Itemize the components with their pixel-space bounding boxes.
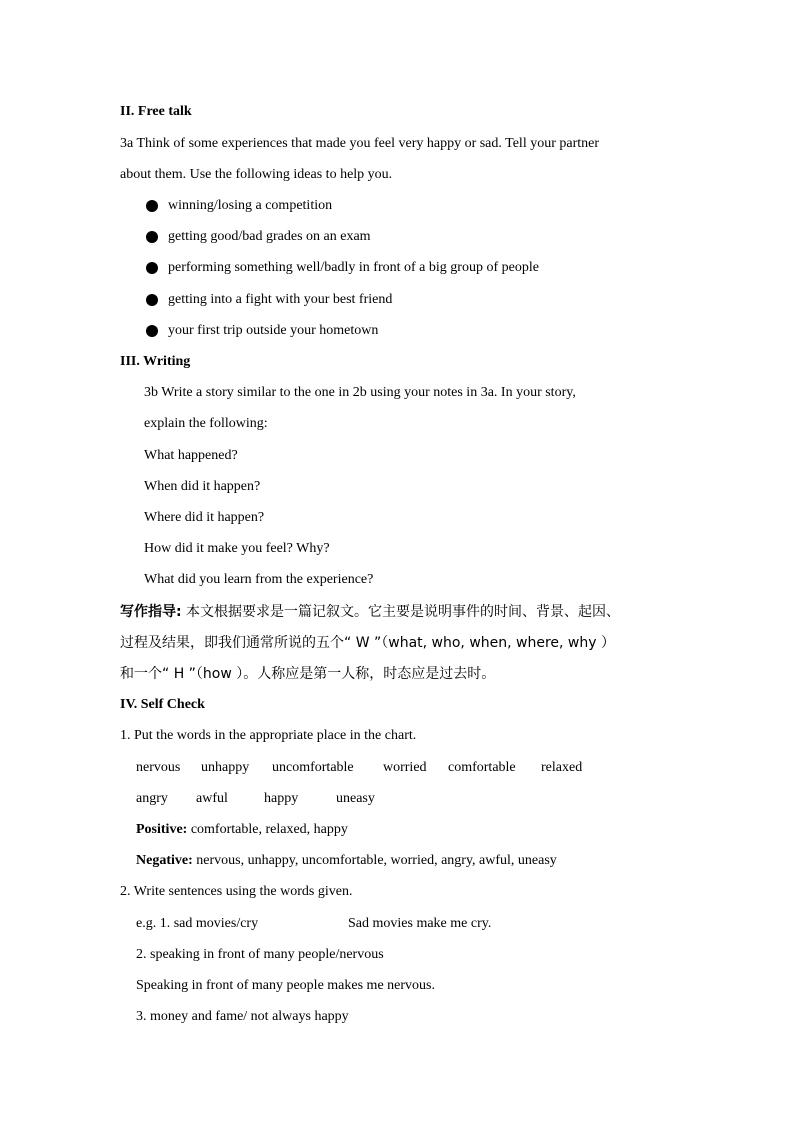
word-item: comfortable (448, 760, 516, 775)
list-item: getting into a fight with your best friend (168, 292, 393, 307)
item2-prompt: 2. speaking in front of many people/nervous (136, 947, 384, 962)
list-item: getting good/bad grades on an exam (168, 229, 371, 244)
example-answer: Sad movies make me cry. (348, 916, 492, 931)
word-item: nervous (136, 760, 181, 775)
negative-row (136, 852, 557, 870)
free-talk-intro-line1: 3a Think of some experiences that made you feel very happy or sad. Tell your partner (120, 136, 600, 151)
word-item: uneasy (336, 791, 375, 806)
self-check-q2: 2. Write sentences using the words given. (120, 884, 353, 899)
writing-task-line2: explain the following: (144, 416, 268, 431)
positive-row (136, 821, 348, 839)
bullet-dot-icon (146, 294, 158, 306)
example-prompt: e.g. 1. sad movies/cry (136, 916, 259, 931)
negative-words: nervous, unhappy, uncomfortable, worried, angry, awful, uneasy (192, 853, 557, 868)
word-item: unhappy (201, 760, 250, 775)
writing-question: What happened? (144, 448, 238, 463)
word-item: relaxed (541, 760, 583, 775)
list-item: your first trip outside your hometown (168, 323, 379, 338)
section-heading-writing: III. Writing (120, 354, 191, 369)
self-check-q1: 1. Put the words in the appropriate place in the chart. (120, 728, 417, 743)
list-item: winning/losing a competition (168, 198, 333, 213)
writing-guide-line1 (120, 603, 620, 621)
free-talk-intro-line2: about them. Use the following ideas to help you. (120, 167, 393, 182)
writing-question: When did it happen? (144, 479, 261, 494)
item3-prompt: 3. money and fame/ not always happy (136, 1009, 349, 1024)
word-item: angry (136, 791, 168, 806)
writing-task-line1: 3b Write a story similar to the one in 2b using your notes in 3a. In your story, (144, 385, 576, 400)
word-item: awful (196, 791, 228, 806)
list-item: performing something well/badly in front of a big group of people (168, 260, 539, 275)
bullet-dot-icon (146, 231, 158, 243)
bullet-dot-icon (146, 200, 158, 212)
writing-guide-line2: 过程及结果，即我们通常所说的五个“ W ”（what, who, when, where, why ） (120, 635, 615, 651)
section-heading-free-talk: II. Free talk (120, 104, 192, 119)
writing-question: Where did it happen? (144, 510, 265, 525)
section-heading-self-check: IV. Self Check (120, 697, 205, 712)
writing-question: How did it make you feel? Why? (144, 541, 330, 556)
word-item: uncomfortable (272, 760, 354, 775)
item2-answer: Speaking in front of many people makes me nervous. (136, 978, 435, 993)
writing-guide-line3: 和一个“ H ”（how ）。人称应是第一人称，时态应是过去时。 (120, 666, 496, 682)
word-item: happy (264, 791, 299, 806)
bullet-dot-icon (146, 262, 158, 274)
negative-label: Negative: (136, 853, 193, 868)
positive-words: comfortable, relaxed, happy (187, 822, 348, 837)
writing-guide-text: 本文根据要求是一篇记叙文。它主要是说明事件的时间、背景、起因、 (181, 604, 621, 620)
word-item: worried (383, 760, 427, 775)
positive-label: Positive: (136, 822, 188, 837)
writing-guide-label: 写作指导: (120, 604, 182, 620)
bullet-dot-icon (146, 325, 158, 337)
writing-question: What did you learn from the experience? (144, 572, 374, 587)
